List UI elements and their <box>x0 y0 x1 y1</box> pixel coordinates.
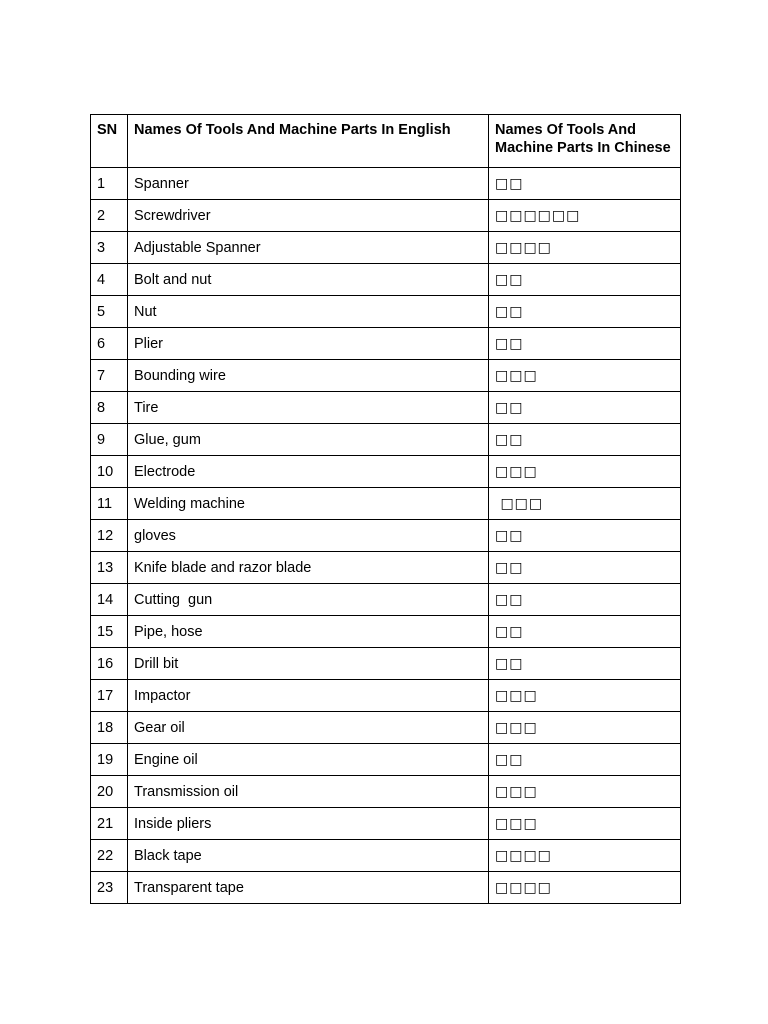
cell-english: Cutting gun <box>128 584 489 616</box>
cell-english: Knife blade and razor blade <box>128 552 489 584</box>
tools-table <box>90 114 681 904</box>
cell-chinese: □□□ <box>489 712 681 744</box>
cell-english: Spanner <box>128 168 489 200</box>
cell-english: Adjustable Spanner <box>128 232 489 264</box>
table-row <box>91 712 681 744</box>
table-row <box>91 584 681 616</box>
cell-english: Gear oil <box>128 712 489 744</box>
table-row <box>91 232 681 264</box>
header-sn: SN <box>91 115 128 168</box>
cell-sn: 11 <box>91 488 128 520</box>
cell-sn: 10 <box>91 456 128 488</box>
cell-sn: 18 <box>91 712 128 744</box>
cell-chinese: □□□ <box>489 456 681 488</box>
table-row <box>91 328 681 360</box>
cell-chinese: □□ <box>489 168 681 200</box>
table-row <box>91 776 681 808</box>
table-row <box>91 616 681 648</box>
cell-chinese: □□ <box>489 552 681 584</box>
cell-sn: 9 <box>91 424 128 456</box>
cell-sn: 21 <box>91 808 128 840</box>
cell-english: Impactor <box>128 680 489 712</box>
cell-chinese: □□□ <box>489 776 681 808</box>
cell-english: Screwdriver <box>128 200 489 232</box>
cell-chinese: □□ <box>489 264 681 296</box>
table-row <box>91 392 681 424</box>
cell-english: gloves <box>128 520 489 552</box>
cell-sn: 1 <box>91 168 128 200</box>
table-row <box>91 872 681 904</box>
cell-sn: 8 <box>91 392 128 424</box>
cell-sn: 7 <box>91 360 128 392</box>
cell-chinese: □□□□ <box>489 840 681 872</box>
header-row <box>91 115 681 168</box>
table-row <box>91 520 681 552</box>
cell-sn: 22 <box>91 840 128 872</box>
cell-english: Engine oil <box>128 744 489 776</box>
cell-chinese: □□□□□□ <box>489 200 681 232</box>
table-row <box>91 840 681 872</box>
cell-english: Nut <box>128 296 489 328</box>
cell-english: Glue, gum <box>128 424 489 456</box>
table-row <box>91 808 681 840</box>
cell-english: Pipe, hose <box>128 616 489 648</box>
cell-sn: 13 <box>91 552 128 584</box>
table-row <box>91 360 681 392</box>
header-chinese-names: Names Of Tools And Machine Parts In Chinese <box>489 115 681 168</box>
cell-sn: 20 <box>91 776 128 808</box>
cell-chinese: □□□ <box>489 808 681 840</box>
cell-english: Bolt and nut <box>128 264 489 296</box>
table-row <box>91 296 681 328</box>
cell-english: Black tape <box>128 840 489 872</box>
cell-sn: 23 <box>91 872 128 904</box>
cell-chinese: □□ <box>489 584 681 616</box>
cell-chinese: □□ <box>489 648 681 680</box>
table-row <box>91 200 681 232</box>
cell-english: Plier <box>128 328 489 360</box>
cell-sn: 17 <box>91 680 128 712</box>
cell-chinese: □□□ <box>489 488 681 520</box>
cell-sn: 15 <box>91 616 128 648</box>
cell-chinese: □□ <box>489 520 681 552</box>
cell-english: Transmission oil <box>128 776 489 808</box>
cell-chinese: □□ <box>489 744 681 776</box>
table-row <box>91 552 681 584</box>
cell-chinese: □□ <box>489 296 681 328</box>
table-body <box>91 168 681 904</box>
cell-chinese: □□□□ <box>489 232 681 264</box>
cell-sn: 12 <box>91 520 128 552</box>
table-row <box>91 264 681 296</box>
table-row <box>91 744 681 776</box>
table-row <box>91 456 681 488</box>
cell-sn: 14 <box>91 584 128 616</box>
cell-english: Bounding wire <box>128 360 489 392</box>
cell-english: Transparent tape <box>128 872 489 904</box>
cell-sn: 19 <box>91 744 128 776</box>
table-row <box>91 648 681 680</box>
cell-english: Tire <box>128 392 489 424</box>
cell-sn: 5 <box>91 296 128 328</box>
cell-chinese: □□ <box>489 616 681 648</box>
cell-chinese: □□□ <box>489 680 681 712</box>
cell-english: Electrode <box>128 456 489 488</box>
cell-chinese: □□ <box>489 328 681 360</box>
table-row <box>91 424 681 456</box>
cell-sn: 4 <box>91 264 128 296</box>
cell-sn: 6 <box>91 328 128 360</box>
cell-chinese: □□ <box>489 392 681 424</box>
cell-chinese: □□□ <box>489 360 681 392</box>
cell-chinese: □□ <box>489 424 681 456</box>
cell-chinese: □□□□ <box>489 872 681 904</box>
cell-english: Drill bit <box>128 648 489 680</box>
header-english-names: Names Of Tools And Machine Parts In English <box>128 115 489 168</box>
cell-sn: 2 <box>91 200 128 232</box>
table-header <box>91 115 681 168</box>
cell-english: Inside pliers <box>128 808 489 840</box>
cell-sn: 16 <box>91 648 128 680</box>
cell-sn: 3 <box>91 232 128 264</box>
table-row <box>91 488 681 520</box>
table-row <box>91 168 681 200</box>
cell-english: Welding machine <box>128 488 489 520</box>
table-row <box>91 680 681 712</box>
